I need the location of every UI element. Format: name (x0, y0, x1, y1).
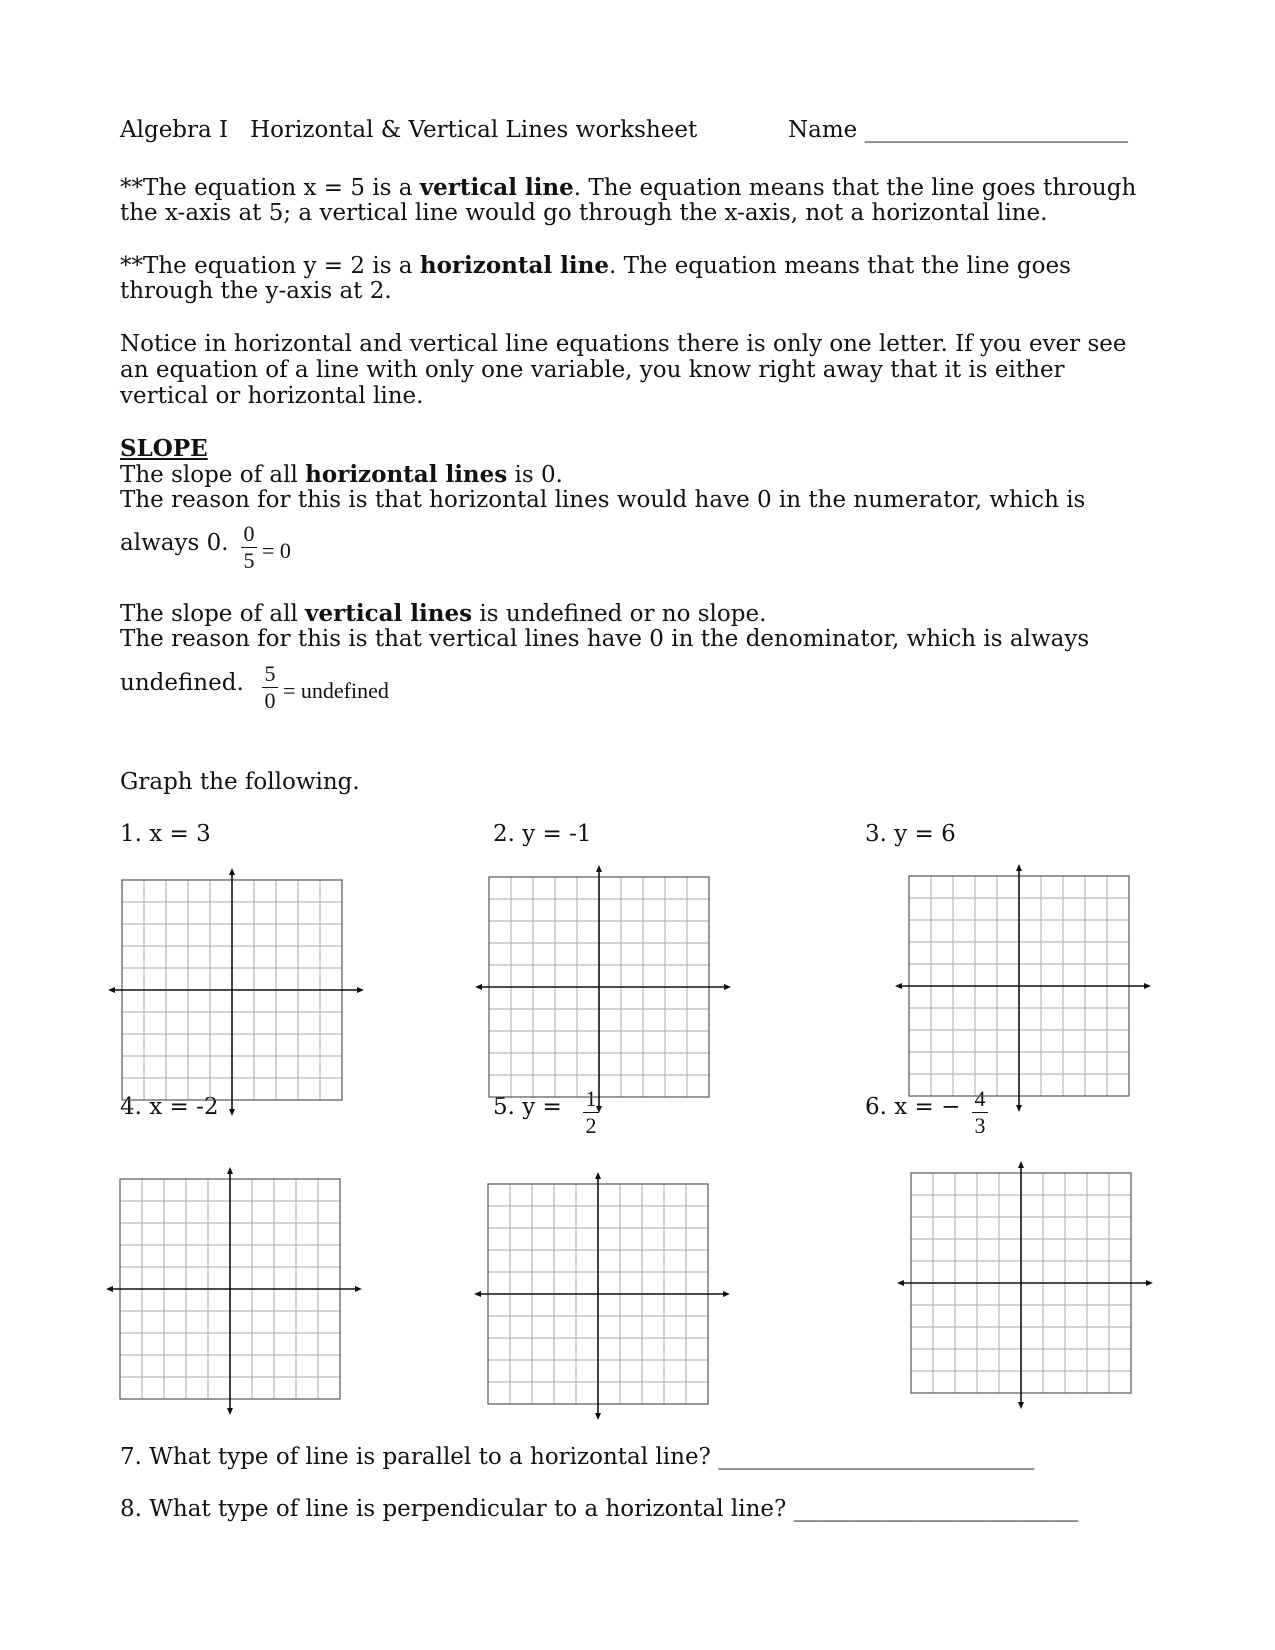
slope-vertical-statement: The slope of all vertical lines is undefined or no slope. (120, 600, 767, 627)
course-label: Algebra I (120, 117, 229, 143)
arrow-right-icon (357, 987, 364, 993)
problem-5-label: 5. y = (493, 1094, 562, 1120)
arrow-left-icon (895, 983, 902, 989)
problem-6-label: 6. x = − (865, 1094, 961, 1120)
intro-p2-line1: **The equation y = 2 is a horizontal line. The equation means that the line goes (120, 252, 1071, 279)
name-blank[interactable]: _________________________ (864, 117, 1128, 143)
coordinate-grid-3[interactable] (895, 864, 1151, 1112)
name-field[interactable] (788, 117, 1127, 144)
problem-5-fraction: 1 2 (583, 1087, 599, 1138)
intro-p1-line1: **The equation x = 5 is a vertical line. The equation means that the line goes through (120, 174, 1137, 201)
question-7-answer-blank[interactable]: ______________________________ (718, 1444, 1034, 1470)
arrow-down-icon (1018, 1402, 1024, 1409)
worksheet-title: Horizontal & Vertical Lines worksheet (250, 117, 698, 143)
intro-p3-line2: an equation of a line with only one variable, you know right away that it is either (120, 357, 1065, 383)
coordinate-grid-2[interactable] (475, 865, 731, 1113)
arrow-down-icon (1016, 1105, 1022, 1112)
slope-horizontal-reason: The reason for this is that horizontal lines would have 0 in the numerator, which is (120, 487, 1086, 513)
name-label: Name (788, 117, 858, 143)
arrow-up-icon (229, 868, 235, 875)
slope-vertical-undefined: undefined. (120, 670, 244, 696)
coordinate-grid-5[interactable] (474, 1172, 730, 1420)
coordinate-grid-4[interactable] (106, 1167, 362, 1415)
graph-instruction: Graph the following. (120, 769, 360, 795)
coordinate-grid-1[interactable] (108, 868, 364, 1116)
arrow-up-icon (596, 865, 602, 872)
arrow-up-icon (1016, 864, 1022, 871)
arrow-left-icon (475, 984, 482, 990)
arrow-right-icon (1144, 983, 1151, 989)
question-7 (120, 1444, 1033, 1471)
slope-horizontal-always: always 0. (120, 530, 229, 556)
arrow-up-icon (1018, 1161, 1024, 1168)
arrow-right-icon (1146, 1280, 1153, 1286)
arrow-right-icon (724, 984, 731, 990)
fraction-five-over-zero: 5 0 (262, 662, 278, 713)
arrow-left-icon (897, 1280, 904, 1286)
problem-4-label: 4. x = -2 (120, 1094, 219, 1120)
fraction-zero-over-five: 0 5 (241, 522, 257, 573)
problem-2-label: 2. y = -1 (493, 821, 592, 847)
arrow-down-icon (227, 1408, 233, 1415)
question-8-text: 8. What type of line is perpendicular to a horizontal line? (120, 1496, 787, 1522)
slope-horizontal-statement: The slope of all horizontal lines is 0. (120, 461, 563, 488)
fraction-result-zero: = 0 (262, 538, 291, 563)
worksheet-header (120, 117, 697, 144)
arrow-left-icon (106, 1286, 113, 1292)
problem-1-label: 1. x = 3 (120, 821, 211, 847)
slope-heading: SLOPE (120, 435, 208, 462)
intro-p2-line2: through the y-axis at 2. (120, 278, 392, 304)
arrow-left-icon (108, 987, 115, 993)
arrow-up-icon (595, 1172, 601, 1179)
arrow-down-icon (596, 1106, 602, 1113)
arrow-right-icon (355, 1286, 362, 1292)
arrow-left-icon (474, 1291, 481, 1297)
problem-6-fraction: 4 3 (972, 1087, 988, 1138)
problem-3-label: 3. y = 6 (865, 821, 956, 847)
question-8-answer-blank[interactable]: ___________________________ (793, 1496, 1078, 1522)
arrow-down-icon (595, 1413, 601, 1420)
fraction-result-undefined: = undefined (283, 678, 389, 703)
slope-vertical-reason: The reason for this is that vertical lines have 0 in the denominator, which is always (120, 626, 1090, 652)
question-8 (120, 1496, 1077, 1523)
intro-p3-line3: vertical or horizontal line. (120, 383, 424, 409)
coordinate-grid-6[interactable] (897, 1161, 1153, 1409)
arrow-down-icon (229, 1109, 235, 1116)
intro-p3-line1: Notice in horizontal and vertical line equations there is only one letter. If you ever see (120, 331, 1127, 357)
arrow-right-icon (723, 1291, 730, 1297)
intro-p1-line2: the x-axis at 5; a vertical line would go through the x-axis, not a horizontal line. (120, 200, 1048, 226)
question-7-text: 7. What type of line is parallel to a horizontal line? (120, 1444, 711, 1470)
arrow-up-icon (227, 1167, 233, 1174)
